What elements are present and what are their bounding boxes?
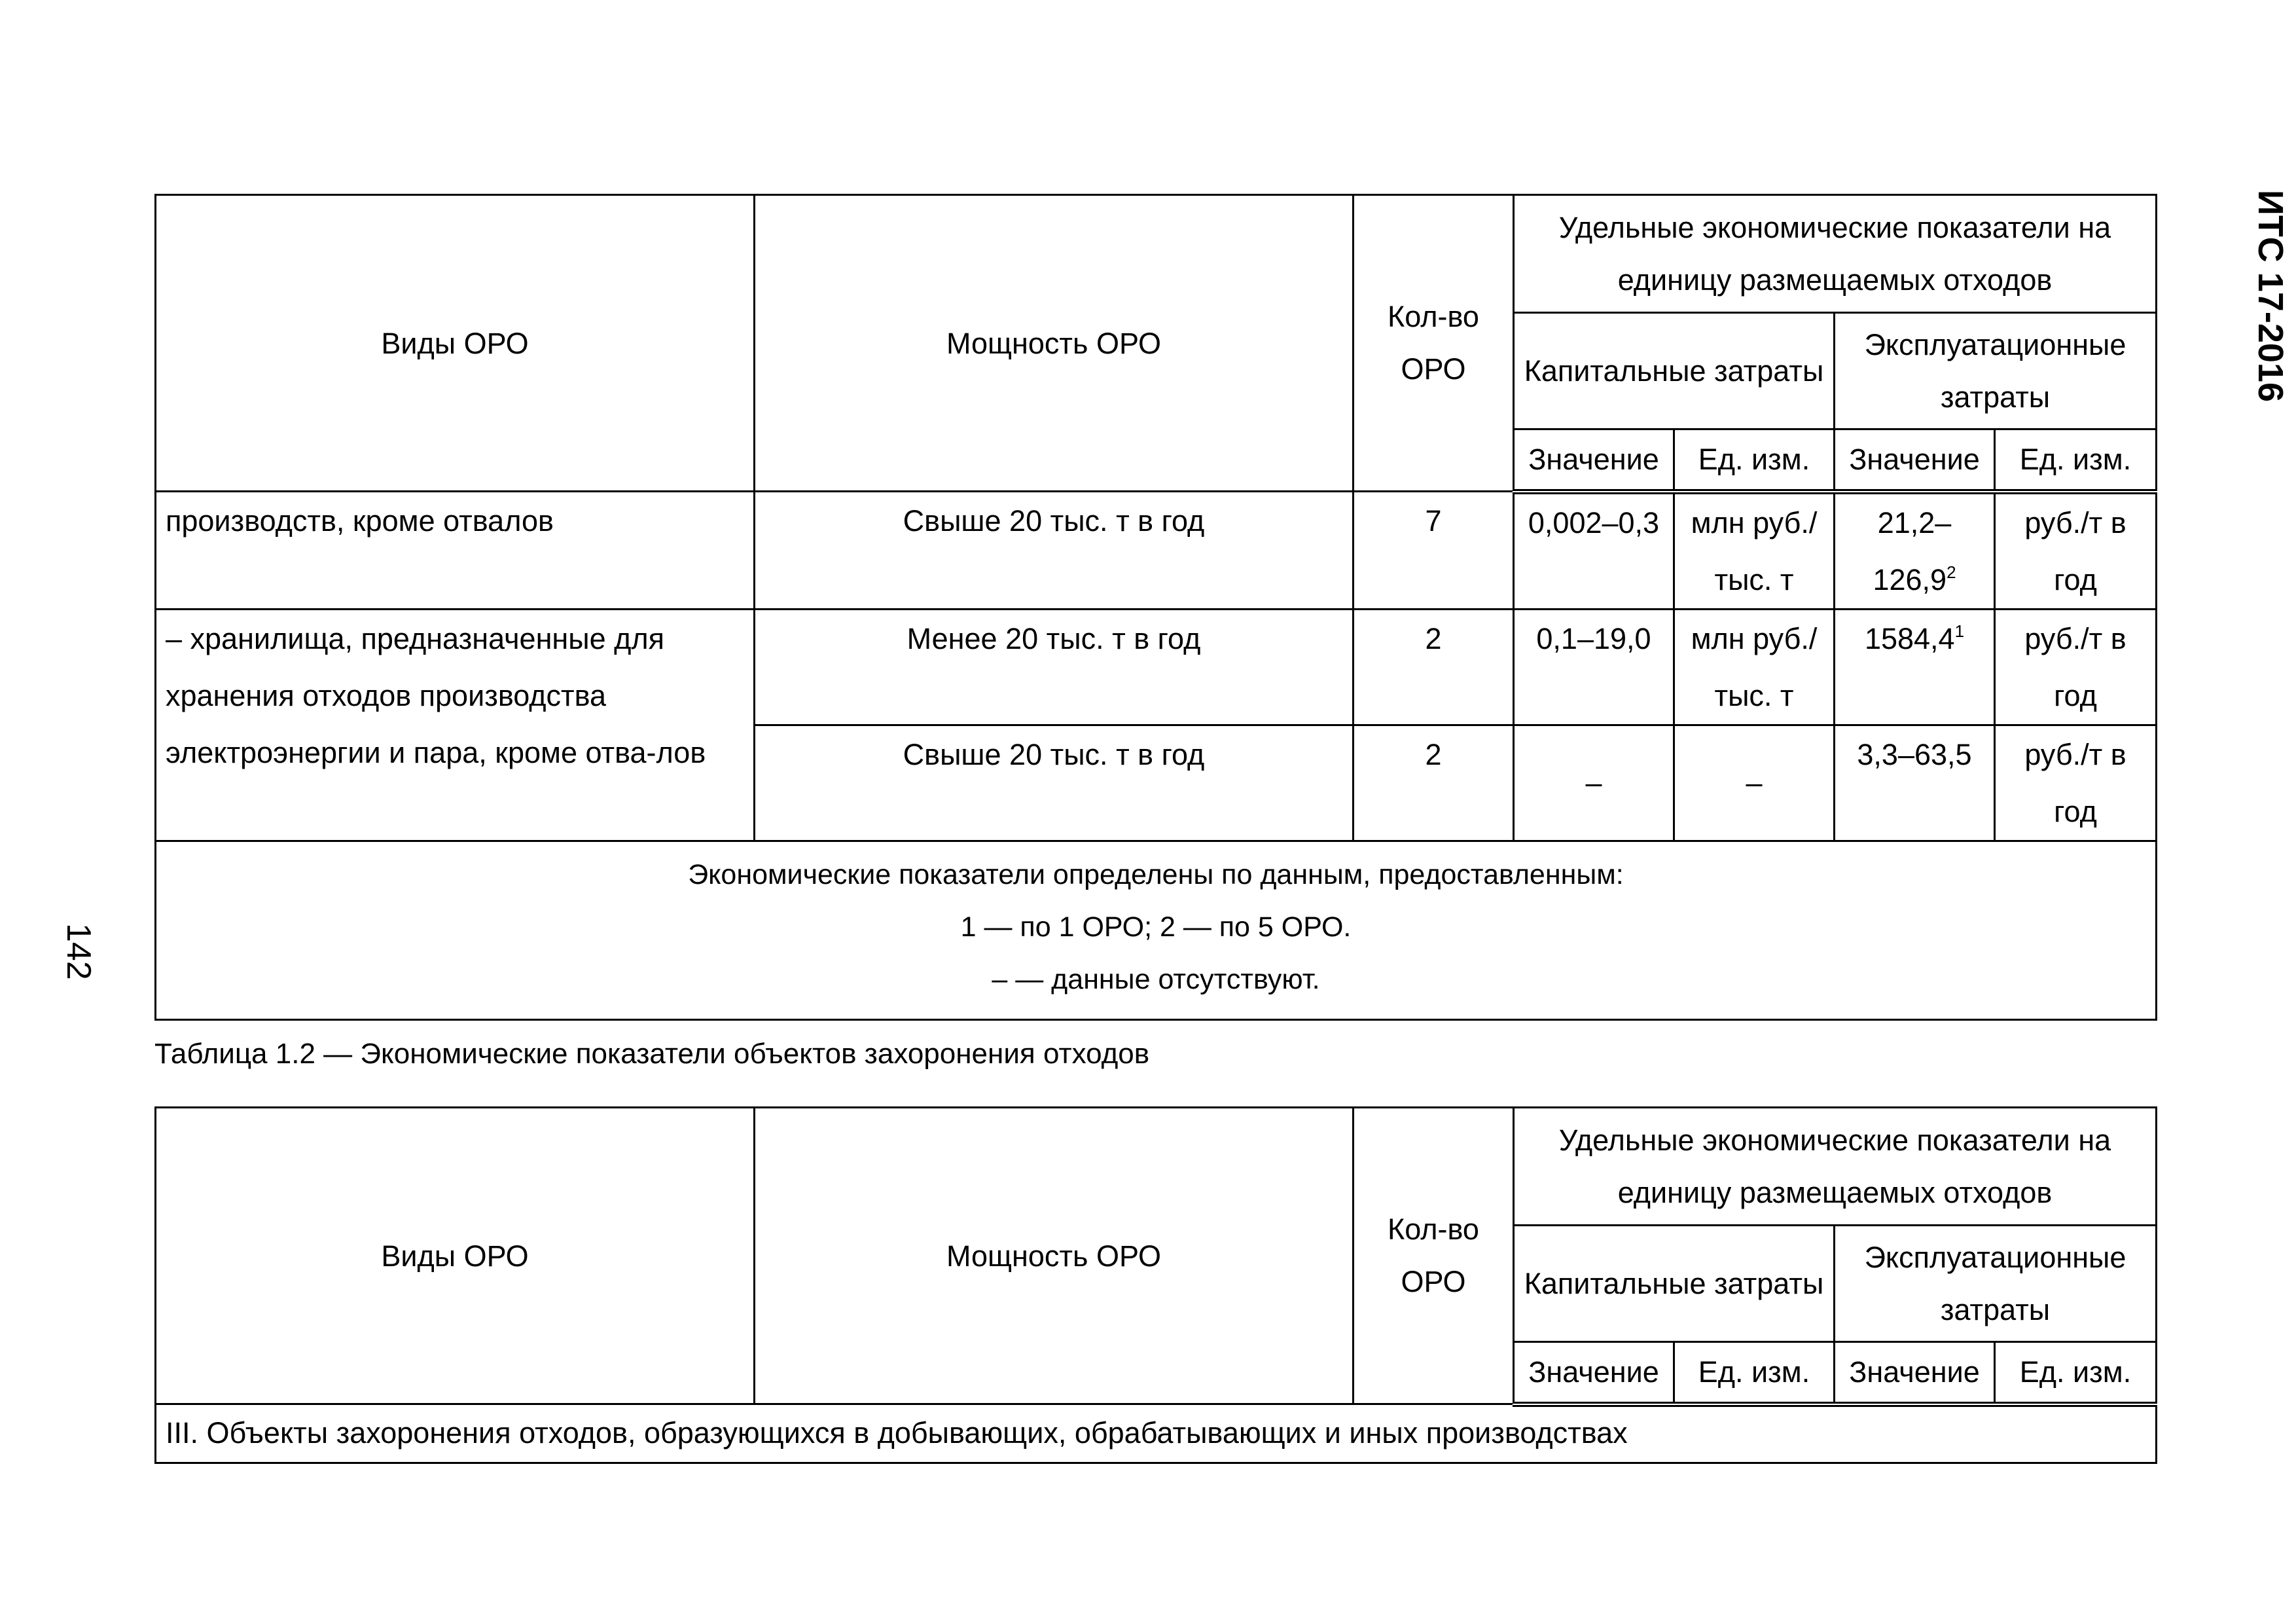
table-row bbox=[156, 609, 2157, 725]
header-kap-value: Значение bbox=[1514, 429, 1674, 492]
expl-value-text: 1584,4 bbox=[1864, 621, 1955, 655]
header-expl-value: Значение bbox=[1835, 429, 1995, 492]
cell-kolvo: 2 bbox=[1354, 609, 1514, 725]
footnote-ref: 1 bbox=[1954, 621, 1965, 641]
table-notes bbox=[156, 841, 2157, 1019]
header-kolvo-oro: Кол-во ОРО bbox=[1354, 1108, 1514, 1404]
table-1-continued bbox=[154, 194, 2157, 1021]
header-kap-value: Значение bbox=[1514, 1342, 1674, 1404]
cell-moshchnost: Свыше 20 тыс. т в год bbox=[755, 492, 1354, 610]
cell-moshchnost: Менее 20 тыс. т в год bbox=[755, 609, 1354, 725]
header-kapital: Капитальные затраты bbox=[1514, 313, 1835, 429]
header-expl-unit: Ед. изм. bbox=[1995, 1342, 2157, 1404]
header-expl-unit: Ед. изм. bbox=[1995, 429, 2157, 492]
header-moshchnost-oro: Мощность ОРО bbox=[755, 1108, 1354, 1404]
header-group-title: Удельные экономические показатели на единицу размещаемых отходов bbox=[1514, 195, 2157, 313]
note-line: – — данные отсутствуют. bbox=[992, 963, 1320, 995]
cell-kap-value: – bbox=[1514, 725, 1674, 841]
header-group-title: Удельные экономические показатели на единицу размещаемых отходов bbox=[1514, 1108, 2157, 1226]
cell-kap-unit: млн руб./тыс. т bbox=[1674, 492, 1835, 610]
cell-vid: производств, кроме отвалов bbox=[156, 492, 755, 610]
header-expl: Эксплуатационные затраты bbox=[1835, 1226, 2157, 1342]
header-expl-value: Значение bbox=[1835, 1342, 1995, 1404]
section-title: III. Объекты захоронения отходов, образующихся в добывающих, обрабатывающих и иных производствах bbox=[156, 1404, 2157, 1463]
cell-kap-value: 0,002–0,3 bbox=[1514, 492, 1674, 610]
table-section-row bbox=[156, 1404, 2157, 1463]
cell-expl-value bbox=[1835, 609, 1995, 725]
header-kap-unit: Ед. изм. bbox=[1674, 429, 1835, 492]
cell-expl-value: 3,3–63,5 bbox=[1835, 725, 1995, 841]
header-vidy-oro: Виды ОРО bbox=[156, 195, 755, 492]
table-row bbox=[156, 492, 2157, 610]
page-number: 142 bbox=[60, 923, 98, 980]
cell-moshchnost: Свыше 20 тыс. т в год bbox=[755, 725, 1354, 841]
header-kapital: Капитальные затраты bbox=[1514, 1226, 1835, 1342]
footnote-ref: 2 bbox=[1946, 562, 1956, 582]
cell-kap-unit: млн руб./тыс. т bbox=[1674, 609, 1835, 725]
header-kolvo-oro: Кол-во ОРО bbox=[1354, 195, 1514, 492]
note-line: Экономические показатели определены по данным, предоставленным: bbox=[688, 858, 1624, 890]
expl-value-text: 21,2–126,9 bbox=[1873, 505, 1952, 596]
table-1-2 bbox=[154, 1106, 2157, 1464]
header-kap-unit: Ед. изм. bbox=[1674, 1342, 1835, 1404]
cell-expl-unit: руб./т в год bbox=[1995, 609, 2157, 725]
cell-kap-unit: – bbox=[1674, 725, 1835, 841]
cell-expl-unit: руб./т в год bbox=[1995, 725, 2157, 841]
cell-kolvo: 7 bbox=[1354, 492, 1514, 610]
note-line: 1 — по 1 ОРО; 2 — по 5 ОРО. bbox=[960, 911, 1352, 943]
cell-expl-unit: руб./т в год bbox=[1995, 492, 2157, 610]
document-code: ИТС 17-2016 bbox=[2251, 190, 2290, 402]
cell-kolvo: 2 bbox=[1354, 725, 1514, 841]
header-vidy-oro: Виды ОРО bbox=[156, 1108, 755, 1404]
cell-kap-value: 0,1–19,0 bbox=[1514, 609, 1674, 725]
table-caption: Таблица 1.2 — Экономические показатели объектов захоронения отходов bbox=[154, 1038, 1150, 1070]
cell-expl-value bbox=[1835, 492, 1995, 610]
header-expl: Эксплуатационные затраты bbox=[1835, 313, 2157, 429]
header-moshchnost-oro: Мощность ОРО bbox=[755, 195, 1354, 492]
table-notes-row bbox=[156, 841, 2157, 1019]
cell-vid: – хранилища, предназначенные для хранения отходов производства электроэнергии и пара, кроме отва-лов bbox=[156, 609, 755, 841]
